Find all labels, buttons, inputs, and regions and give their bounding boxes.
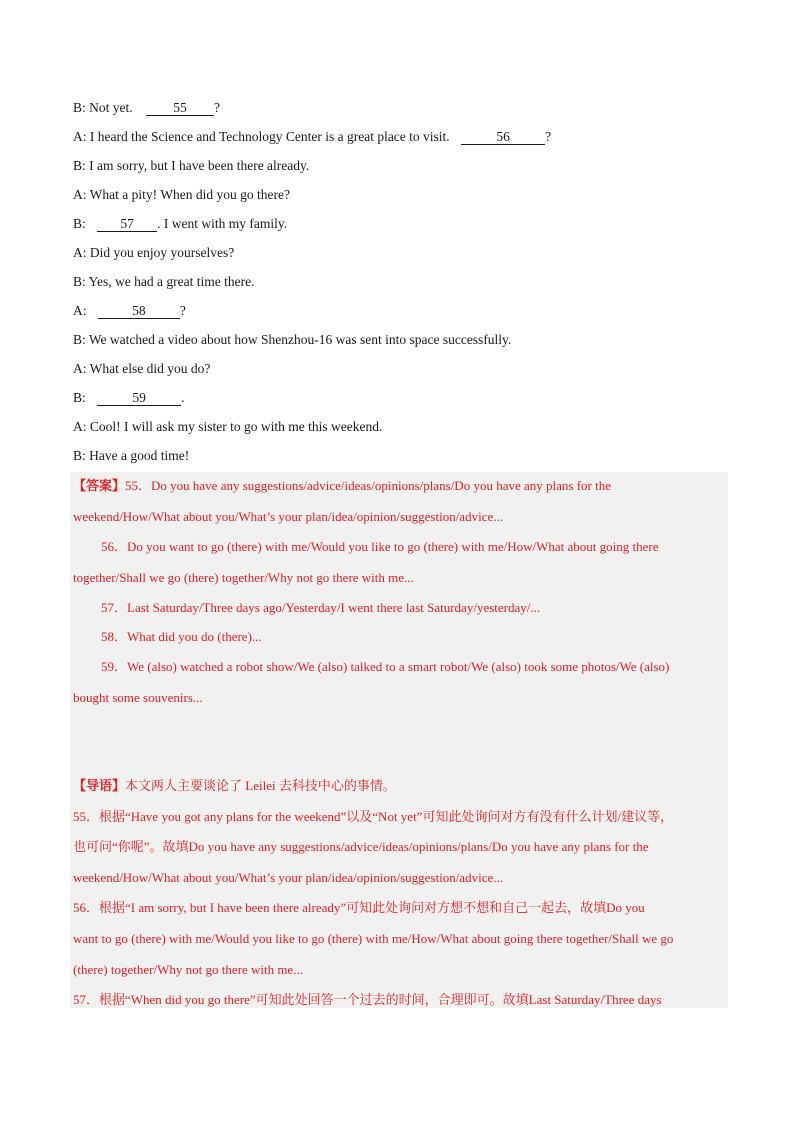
answer-line-6: 58．What did you do (there)... (101, 629, 262, 644)
dialogue-line-9 (73, 331, 511, 349)
guide-tag: 【导语】 (73, 778, 126, 793)
answer-line-4: together/Shall we go (there) together/Why not go there with me... (73, 570, 414, 585)
dialogue-punct: . (181, 390, 185, 405)
dialogue-punct: ? (545, 129, 552, 144)
answer-line-2: weekend/How/What about you/What’s your plan/idea/opinion/suggestion/advice... (73, 509, 503, 524)
dialogue-line-8 (73, 302, 186, 320)
dialogue-punct: ? (179, 303, 186, 318)
guide-line-6: (there) together/Why not go there with me... (73, 962, 303, 977)
dialogue-line-2 (73, 128, 551, 146)
answer-line-3: 56．Do you want to go (there) with me/Would you like to go (there) with me/How/What about going there (101, 539, 659, 554)
answer-line-7: 59．We (also) watched a robot show/We (also) talked to a smart robot/We (also) took some photos/We (also) (101, 659, 670, 674)
dialogue-line-5 (73, 215, 287, 233)
dialogue-text: A: What a pity! When did you go there? (73, 187, 290, 202)
dialogue-line-6 (73, 244, 234, 262)
dialogue-text: B: I am sorry, but I have been there already. (73, 158, 310, 173)
dialogue-punct: ? (214, 100, 220, 115)
dialogue-text: . I went with my family. (157, 216, 288, 231)
blank-58: 58 (98, 304, 180, 319)
dialogue-line-4 (73, 186, 290, 204)
answer-text: 55．Do you have any suggestions/advice/ideas/opinions/plans/Do you have any plans for the (125, 478, 611, 493)
dialogue-text: B: Yes, we had a great time there. (73, 274, 255, 289)
guide-line-1: 55．根据“Have you got any plans for the weekend”以及“Not yet”可知此处询问对方有没有什么计划/建议等， (73, 809, 674, 824)
dialogue-line-11 (73, 389, 185, 407)
dialogue-text: B: We watched a video about how Shenzhou-16 was sent into space successfully. (73, 332, 512, 347)
guide-line-2: 也可问“你呢”。故填Do you have any suggestions/advice/ideas/opinions/plans/Do you have any plans for the (73, 839, 649, 854)
dialogue-text: A: Cool! I will ask my sister to go with me this weekend. (73, 419, 383, 434)
guide-line-5: want to go (there) with me/Would you like to go (there) with me/How/What about going there together/Shall we go (73, 931, 674, 946)
dialogue-line-3 (73, 157, 309, 175)
answer-line-8: bought some souvenirs... (73, 690, 203, 705)
dialogue-line-1 (73, 99, 220, 117)
blank-55: 55 (146, 101, 214, 116)
guide-line-3: weekend/How/What about you/What’s your plan/idea/opinion/suggestion/advice... (73, 870, 503, 885)
dialogue-text: B: (73, 216, 86, 231)
dialogue-line-7 (73, 273, 254, 291)
dialogue-text: A: What else did you do? (73, 361, 211, 376)
guide-line-7: 57．根据“When did you go there”可知此处回答一个过去的时间，合理即可。故填Last Saturday/Three days (73, 992, 662, 1007)
dialogue-line-12 (73, 418, 382, 436)
blank-57: 57 (97, 217, 157, 232)
dialogue-text: B: Have a good time! (73, 448, 190, 463)
dialogue-text: B: (73, 390, 86, 405)
blank-56: 56 (461, 130, 545, 145)
dialogue-line-10 (73, 360, 210, 378)
dialogue-text: A: (73, 303, 87, 318)
guide-intro: 本文两人主要谈论了 Leilei 去科技中心的事情。 (125, 778, 396, 793)
answer-line-5: 57．Last Saturday/Three days ago/Yesterday/I went there last Saturday/yesterday/... (101, 600, 541, 615)
guide-line-4: 56．根据“I am sorry, but I have been there already”可知此处询问对方想不想和自己一起去，故填Do you (73, 900, 645, 915)
blank-59: 59 (97, 391, 181, 406)
answer-line-1 (73, 477, 611, 495)
dialogue-text: A: Did you enjoy yourselves? (73, 245, 235, 260)
dialogue-text: A: I heard the Science and Technology Center is a great place to visit. (73, 129, 450, 144)
guide-intro-line (73, 777, 396, 795)
answer-tag: 【答案】 (73, 478, 126, 493)
dialogue-text: B: Not yet. (73, 100, 133, 115)
dialogue-line-13 (73, 447, 189, 465)
